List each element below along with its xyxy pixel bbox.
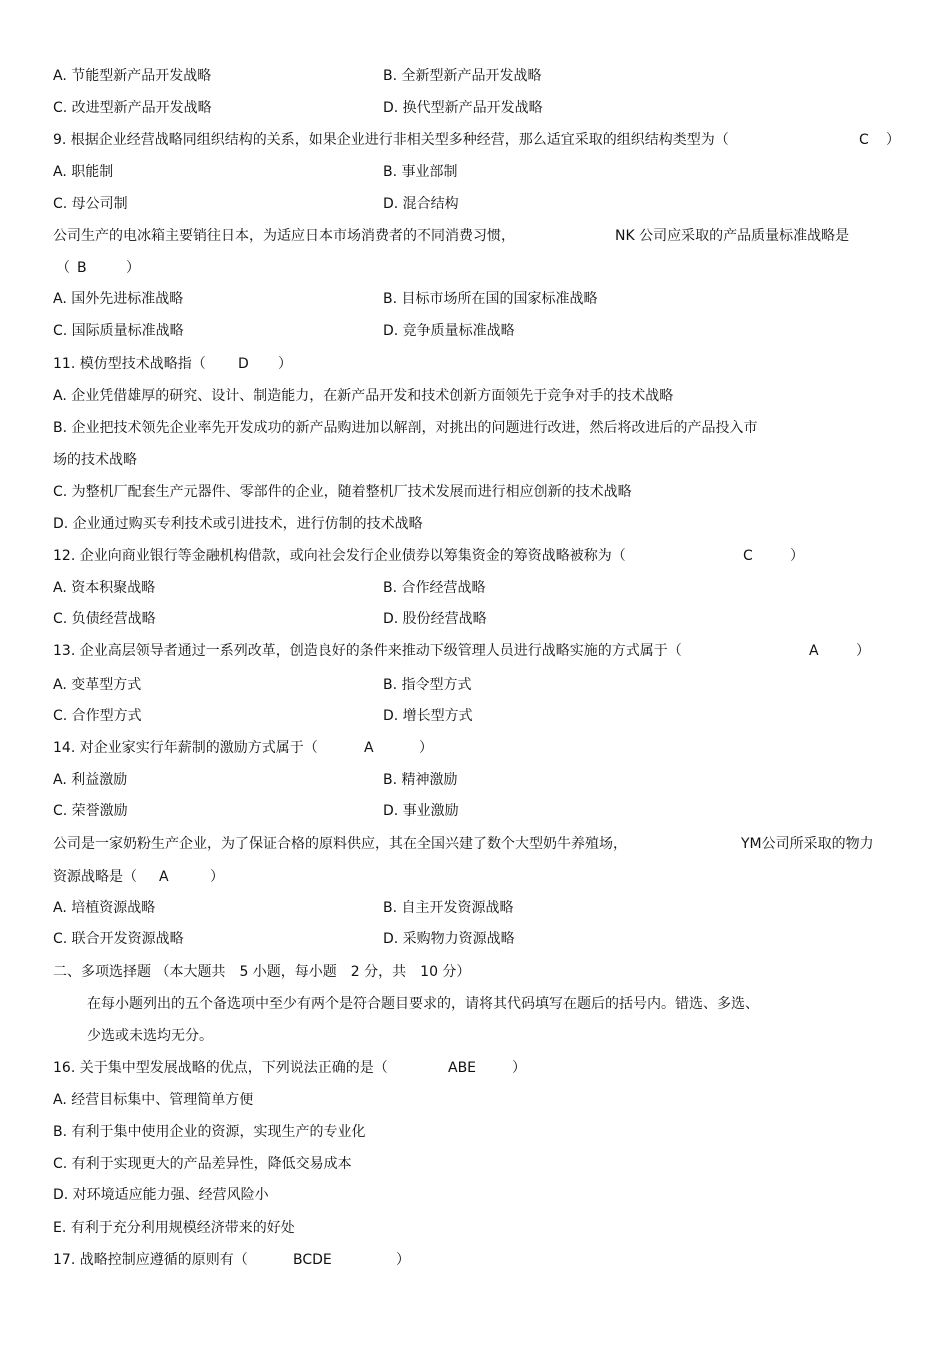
q10-answer: B bbox=[77, 260, 87, 276]
q12-option-b: B. 合作经营战略 bbox=[383, 580, 486, 596]
q16-question: 16. 关于集中型发展战略的优点，下列说法正确的是（ bbox=[53, 1060, 388, 1076]
q10-open-paren: （ bbox=[56, 260, 70, 276]
q16-option-e: E. 有利于充分利用规模经济带来的好处 bbox=[53, 1220, 295, 1236]
q16-answer: ABE bbox=[448, 1060, 477, 1076]
q17-close-paren: ） bbox=[396, 1252, 410, 1268]
q12-option-d: D. 股份经营战略 bbox=[383, 611, 487, 627]
q15-answer: A bbox=[159, 869, 169, 885]
q8-option-b: B. 全新型新产品开发战略 bbox=[383, 68, 542, 84]
q13-option-b: B. 指令型方式 bbox=[383, 677, 472, 693]
q8-option-a: A. 节能型新产品开发战略 bbox=[53, 68, 212, 84]
q9-question: 9. 根据企业经营战略同组织结构的关系，如果企业进行非相关型多种经营，那么适宜采取的组织结构类型为（ bbox=[53, 132, 729, 148]
q14-option-b: B. 精神激励 bbox=[383, 772, 458, 788]
q9-option-a: A. 职能制 bbox=[53, 164, 114, 180]
q15-option-b: B. 自主开发资源战略 bbox=[383, 900, 514, 916]
q14-question: 14. 对企业家实行年薪制的激励方式属于（ bbox=[53, 740, 318, 756]
section2-instructions-line2: 少选或未选均无分。 bbox=[87, 1028, 213, 1044]
q13-option-d: D. 增长型方式 bbox=[383, 708, 473, 724]
q9-option-d: D. 混合结构 bbox=[383, 196, 459, 212]
q14-option-c: C. 荣誉激励 bbox=[53, 803, 128, 819]
q8-option-c: C. 改进型新产品开发战略 bbox=[53, 100, 212, 116]
q11-option-c: C. 为整机厂配套生产元器件、零部件的企业，随着整机厂技术发展而进行相应创新的技术战略 bbox=[53, 484, 632, 500]
q12-option-a: A. 资本积聚战略 bbox=[53, 580, 156, 596]
q10-option-b: B. 目标市场所在国的国家标准战略 bbox=[383, 291, 598, 307]
q13-question: 13. 企业高层领导者通过一系列改革，创造良好的条件来推动下级管理人员进行战略实施的方式属于（ bbox=[53, 643, 682, 659]
q14-answer: A bbox=[364, 740, 374, 756]
q10-option-c: C. 国际质量标准战略 bbox=[53, 323, 184, 339]
q10-option-a: A. 国外先进标准战略 bbox=[53, 291, 184, 307]
q9-answer: C bbox=[859, 132, 869, 148]
q13-answer: A bbox=[809, 643, 819, 659]
q13-option-c: C. 合作型方式 bbox=[53, 708, 142, 724]
q17-question: 17. 战略控制应遵循的原则有（ bbox=[53, 1252, 248, 1268]
q12-option-c: C. 负债经营战略 bbox=[53, 611, 156, 627]
q14-option-a: A. 利益激励 bbox=[53, 772, 128, 788]
q17-answer: BCDE bbox=[293, 1252, 332, 1268]
q9-option-b: B. 事业部制 bbox=[383, 164, 458, 180]
q16-option-a: A. 经营目标集中、管理简单方便 bbox=[53, 1092, 254, 1108]
q11-option-d: D. 企业通过购买专利技术或引进技术，进行仿制的技术战略 bbox=[53, 516, 423, 532]
section2-instructions-line1: 在每小题列出的五个备选项中至少有两个是符合题目要求的，请将其代码填写在题后的括号内。错选、多选、 bbox=[87, 996, 759, 1012]
q12-close-paren: ） bbox=[790, 548, 804, 564]
q9-option-c: C. 母公司制 bbox=[53, 196, 128, 212]
q9-close-paren: ） bbox=[886, 132, 900, 148]
q11-option-b-line1: B. 企业把技术领先企业率先开发成功的新产品购进加以解剖，对挑出的问题进行改进，然后将改进后的产品投入市 bbox=[53, 420, 758, 436]
q16-close-paren: ） bbox=[512, 1060, 526, 1076]
q14-close-paren: ） bbox=[419, 740, 433, 756]
q12-question: 12. 企业向商业银行等金融机构借款，或向社会发行企业债券以筹集资金的筹资战略被称为（ bbox=[53, 548, 626, 564]
q11-answer: D bbox=[238, 356, 249, 372]
q10-question: 公司生产的电冰箱主要销往日本，为适应日本市场消费者的不同消费习惯， bbox=[53, 228, 515, 244]
q10-close-paren: ） bbox=[126, 260, 140, 276]
q15-option-c: C. 联合开发资源战略 bbox=[53, 931, 184, 947]
q16-option-c: C. 有利于实现更大的产品差异性，降低交易成本 bbox=[53, 1156, 352, 1172]
q13-option-a: A. 变革型方式 bbox=[53, 677, 142, 693]
q10-question-right: NK 公司应采取的产品质量标准战略是 bbox=[615, 228, 850, 244]
q15-option-d: D. 采购物力资源战略 bbox=[383, 931, 515, 947]
q13-close-paren: ） bbox=[856, 643, 870, 659]
q16-option-d: D. 对环境适应能力强、经营风险小 bbox=[53, 1187, 269, 1203]
q15-question-line2: 资源战略是（ bbox=[53, 869, 137, 885]
q11-option-a: A. 企业凭借雄厚的研究、设计、制造能力，在新产品开发和技术创新方面领先于竞争对手的技术战略 bbox=[53, 388, 674, 404]
q12-answer: C bbox=[743, 548, 753, 564]
q15-question: 公司是一家奶粉生产企业，为了保证合格的原料供应，其在全国兴建了数个大型奶牛养殖场， bbox=[53, 836, 627, 852]
q15-option-a: A. 培植资源战略 bbox=[53, 900, 156, 916]
q11-option-b-line2: 场的技术战略 bbox=[53, 452, 137, 468]
q11-question: 11. 模仿型技术战略指（ bbox=[53, 356, 206, 372]
q11-close-paren: ） bbox=[278, 356, 292, 372]
q15-close-paren: ） bbox=[210, 869, 224, 885]
q15-question-right: YM公司所采取的物力 bbox=[741, 836, 874, 852]
section2-heading: 二、多项选择题 （本大题共 5 小题，每小题 2 分，共 10 分） bbox=[53, 964, 471, 980]
q16-option-b: B. 有利于集中使用企业的资源，实现生产的专业化 bbox=[53, 1124, 366, 1140]
q14-option-d: D. 事业激励 bbox=[383, 803, 459, 819]
q10-option-d: D. 竞争质量标准战略 bbox=[383, 323, 515, 339]
q8-option-d: D. 换代型新产品开发战略 bbox=[383, 100, 543, 116]
